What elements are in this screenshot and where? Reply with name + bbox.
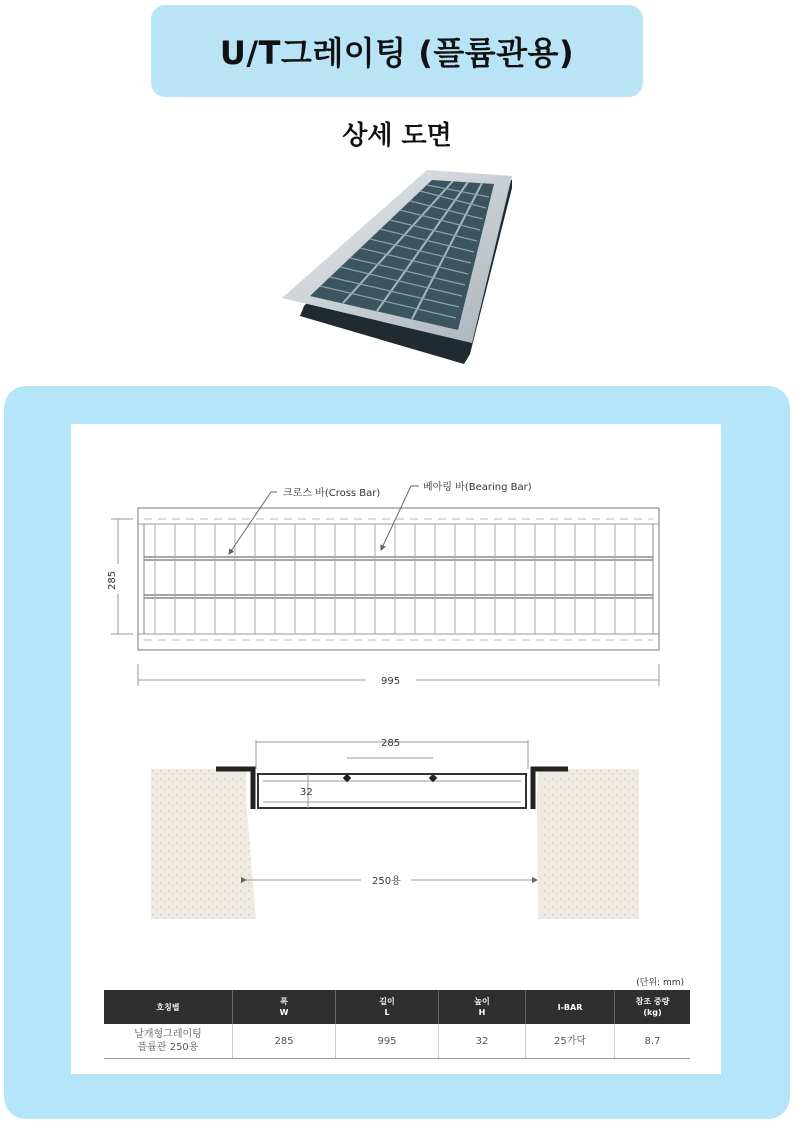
col-header-height: 높이 H [439, 990, 526, 1024]
page-title: U/T그레이팅 (플륨관용) [219, 34, 575, 72]
spec-table [104, 990, 690, 1059]
table-header-row [104, 990, 690, 1024]
cell-length: 995 [336, 1024, 439, 1059]
col-header-name: 호칭별 [104, 990, 233, 1024]
plan-width-dim: 285 [107, 570, 118, 590]
bearing-bar-label: 베아링 바(Bearing Bar) [423, 482, 532, 493]
technical-drawing [71, 424, 721, 964]
col-header-weight: 참조 중량 (kg) [615, 990, 691, 1024]
plan-view [107, 480, 659, 687]
title-banner [151, 5, 643, 97]
section-view [151, 738, 639, 919]
section-height-dim: 32 [300, 787, 313, 798]
cell-ibar: 25가닥 [526, 1024, 615, 1059]
col-header-length: 길이 L [336, 990, 439, 1024]
section-width-dim: 285 [381, 738, 401, 749]
cell-height: 32 [439, 1024, 526, 1059]
unit-note: (단위: mm) [636, 978, 684, 988]
cell-width: 285 [233, 1024, 336, 1059]
drawing-sheet [71, 424, 721, 1074]
plan-length-dim: 995 [381, 676, 401, 687]
table-row [104, 1024, 690, 1059]
cell-name: 날개형그레이팅 플륨관 250용 [104, 1024, 233, 1059]
page-subtitle: 상세 도면 [342, 121, 452, 151]
col-header-ibar: I-BAR [526, 990, 615, 1024]
cell-weight: 8.7 [615, 1024, 691, 1059]
col-header-width: 폭 W [233, 990, 336, 1024]
cross-bar-label: 크로스 바(Cross Bar) [283, 488, 381, 499]
section-opening-dim: 250용 [372, 876, 401, 887]
product-photo [282, 168, 512, 368]
